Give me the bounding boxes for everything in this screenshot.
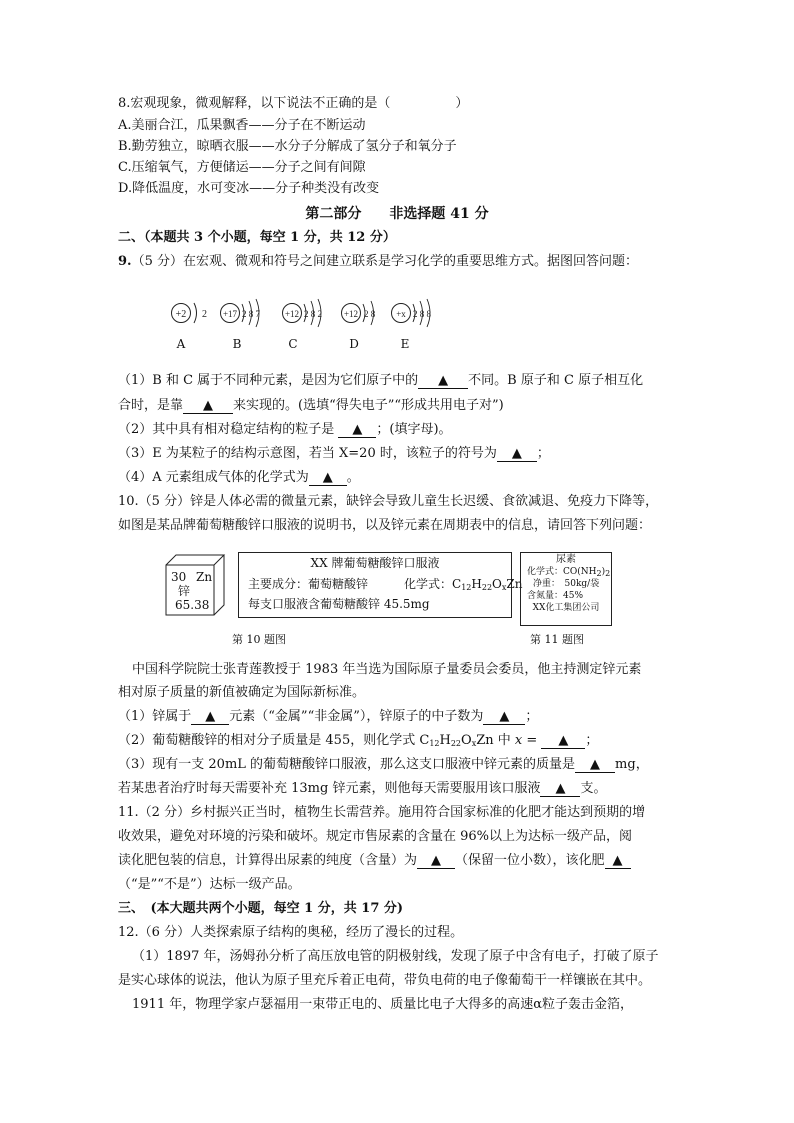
part2-title: 第二部分 非选择题 41 分 — [305, 206, 489, 222]
medicine-per-dose: 每支口服液含葡萄糖酸锌 45.5mg — [248, 597, 430, 611]
q12-line4: 1911 年，物理学家卢瑟福用一束带正电的、质量比电子大得多的高速α粒子轰击金箔， — [132, 997, 633, 1012]
answer-blank[interactable]: ▲ — [309, 471, 347, 486]
zinc-symbol: Zn — [196, 570, 213, 584]
atom-a-nucleus: +2 — [175, 309, 187, 320]
answer-blank[interactable]: ▲ — [191, 710, 229, 725]
q9-sub2: （2）其中具有相对稳定结构的粒子是 ▲ ；(填字母)。 — [118, 422, 452, 437]
atom-diagram-a — [170, 296, 218, 332]
zinc-name: 锌 — [178, 584, 191, 598]
atom-e-nucleus: +x — [396, 309, 406, 319]
q10-sub1: （1）锌属于 ▲ 元素（“金属”“非金属”），锌原子的中子数为 ▲ ； — [118, 709, 539, 724]
answer-blank[interactable]: ▲ — [497, 447, 537, 462]
q12-line3: 是实心球体的说法，他认为原子里充斥着正电荷，带负电荷的电子像葡萄干一样镶嵌在其中。 — [118, 973, 652, 988]
figure-10-caption: 第 10 题图 — [232, 633, 286, 646]
urea-title: 尿素 — [556, 554, 576, 565]
q9-number: 9. — [118, 254, 132, 269]
q10-passage-line1: 中国科学院院士张青莲教授于 1983 年当选为国际原子量委员会委员，他主持测定锌元素 — [132, 662, 642, 677]
atom-b-shells: 2 8 7 — [242, 309, 260, 319]
atom-label-b: B — [232, 337, 242, 351]
answer-blank[interactable]: ▲ — [417, 854, 455, 869]
atom-e-shells: 2 8 8 — [413, 309, 431, 319]
q9-sub3: （3）E 为某粒子的结构示意图，若当 X=20 时，该粒子的符号为 ▲ ； — [118, 446, 550, 461]
medicine-label-title: XX 牌葡萄糖酸锌口服液 — [310, 556, 440, 570]
q11-line2: 收效果，避免对环境的污染和破坏。规定市售尿素的含量在 96%以上为达标一级产品，阅 — [118, 829, 633, 844]
atom-diagram-b — [219, 296, 275, 332]
q9-stem-text: （5 分）在宏观、微观和符号之间建立联系是学习化学的重要思维方式。据图回答问题： — [131, 254, 638, 269]
q11-line4: （“是”“不是”）达标一级产品。 — [118, 877, 301, 892]
atom-a-shells: 2 — [202, 309, 207, 320]
atom-label-d: D — [349, 337, 359, 351]
q12-line1: 12.（6 分）人类探索原子结构的奥秘，经历了漫长的过程。 — [118, 925, 464, 940]
urea-company: XX化工集团公司 — [532, 603, 600, 613]
q10-stem-line1: 10.（5 分）锌是人体必需的微量元素，缺锌会导致儿童生长迟缓、食欲减退、免疫力下降等， — [118, 494, 659, 509]
section2-heading: 二、（本题共 3 个小题，每空 1 分，共 12 分） — [118, 230, 396, 245]
q10-sub3-line2: 若某患者治疗时每天需要补充 13mg 锌元素，则他每天需要服用该口服液 ▲ 支。 — [118, 781, 607, 796]
atom-c-nucleus: +12 — [284, 309, 300, 319]
figure-11-caption: 第 11 题图 — [530, 633, 584, 646]
atom-diagram-c — [281, 296, 337, 332]
medicine-ingredient: 主要成分：葡萄糖酸锌 — [248, 577, 369, 591]
urea-formula: 化学式：$CO(NH_2)_2$ — [527, 567, 611, 578]
atom-label-a: A — [176, 337, 186, 351]
answer-blank[interactable]: ▲ — [575, 758, 615, 773]
atom-d-shells: 2 8 — [364, 309, 376, 319]
urea-net-weight: 净重： 50kg/袋 — [533, 579, 600, 589]
q11-line3: 读化肥包装的信息，计算得出尿素的纯度（含量）为 ▲ （保留一位小数），该化肥 ▲ — [118, 853, 631, 869]
q9-sub1-line2: 合时，是靠 ▲ 来实现的。(选填“得失电子”“形成共用电子对”) — [118, 398, 504, 413]
atom-c-shells: 2 8 2 — [304, 309, 322, 319]
answer-blank[interactable]: ▲ — [541, 734, 585, 749]
atom-diagram-e — [390, 296, 446, 332]
atom-label-e: E — [400, 337, 410, 351]
q8-option-b: B.勤劳独立，晾晒衣服——水分子分解成了氢分子和氧分子 — [118, 139, 457, 154]
answer-blank[interactable]: ▲ — [540, 782, 580, 797]
q12-line2: （1）1897 年，汤姆孙分析了高压放电管的阴极射线，发现了原子中含有电子，打破了原子 — [132, 949, 659, 964]
q8-option-a: A.美丽合江，瓜果飘香——分子在不断运动 — [118, 118, 366, 133]
q8-stem: 8.宏观现象，微观解释，以下说法不正确的是（ ） — [118, 96, 469, 111]
urea-nitrogen: 含氮量：45% — [527, 591, 584, 601]
answer-blank[interactable]: ▲ — [418, 374, 468, 389]
q10-stem-line2: 如图是某品牌葡萄糖酸锌口服液的说明书，以及锌元素在周期表中的信息，请回答下列问题： — [118, 518, 652, 533]
gluconate-formula: $C_{12}H_{22}O_xZn$ — [419, 733, 494, 748]
section3-heading: 三、 (本大题共两个小题，每空 1 分，共 17 分) — [118, 901, 404, 916]
zinc-atomic-number: 30 — [171, 570, 187, 584]
atom-diagram-d — [340, 296, 390, 332]
atom-label-c: C — [288, 337, 298, 351]
answer-blank[interactable]: ▲ — [183, 399, 233, 414]
q9-stem — [118, 254, 638, 270]
q8-option-c: C.压缩氧气，方便储运——分子之间有间隙 — [118, 160, 366, 175]
atom-b-nucleus: +17 — [222, 309, 238, 319]
q10-passage-line2: 相对原子质量的新值被确定为国际新标准。 — [118, 685, 366, 700]
q8-option-d: D.降低温度，水可变冰——分子种类没有改变 — [118, 181, 380, 196]
q9-sub1-line1: （1）B 和 C 属于不同种元素，是因为它们原子中的 ▲ 不同。B 原子和 C 原子相互化 — [118, 373, 644, 388]
medicine-formula: 化学式：$C_{12}H_{22}O_xZn$ — [404, 577, 523, 592]
q11-line1: 11.（2 分）乡村振兴正当时，植物生长需营养。施用符合国家标准的化肥才能达到预期的增 — [118, 805, 646, 820]
zinc-atomic-mass: 65.38 — [175, 598, 210, 612]
answer-blank[interactable]: ▲ — [338, 423, 376, 438]
q10-sub3-line1: （3）现有一支 20mL 的葡萄糖酸锌口服液，那么这支口服液中锌元素的质量是 ▲ mg， — [118, 757, 649, 772]
answer-blank[interactable]: ▲ — [483, 710, 525, 725]
q9-sub4: （4）A 元素组成气体的化学式为 ▲ 。 — [118, 470, 360, 485]
atom-d-nucleus: +12 — [343, 309, 359, 319]
answer-blank[interactable]: ▲ — [605, 854, 631, 869]
q10-sub2: （2）葡萄糖酸锌的相对分子质量是 455，则化学式 $C_{12}H_{22}O_xZn$ 中 x = ▲ ； — [118, 733, 599, 748]
